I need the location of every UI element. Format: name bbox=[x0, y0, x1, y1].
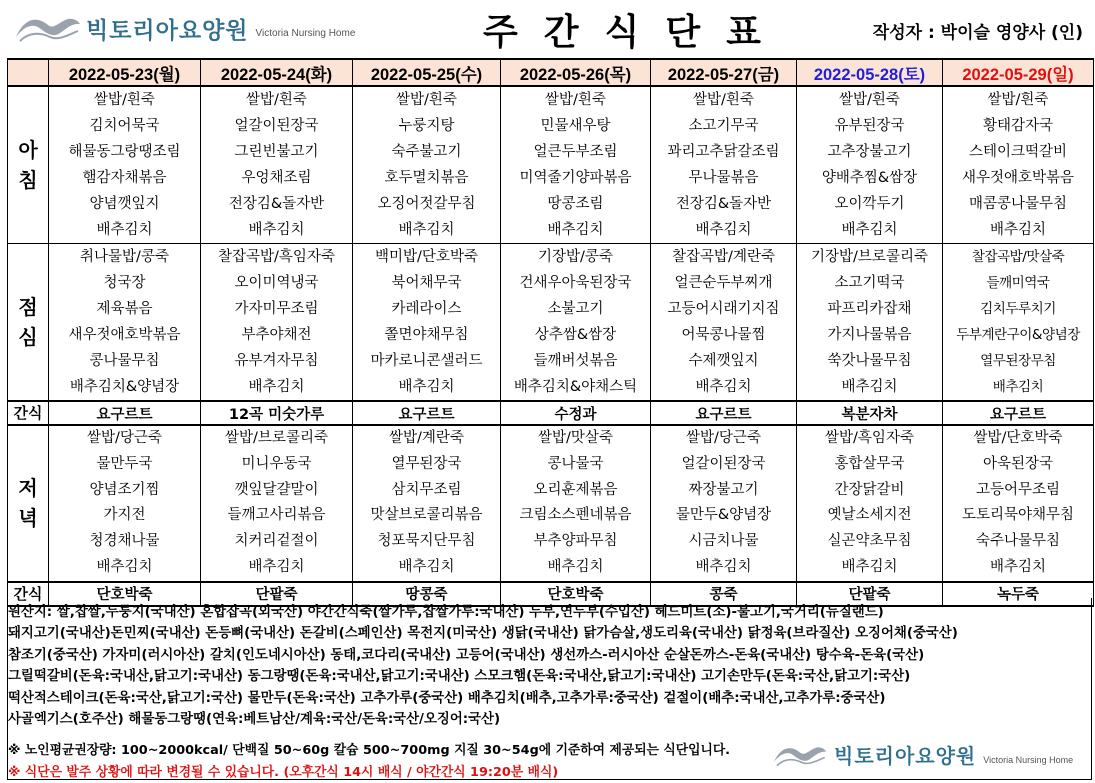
menu-item: 찰잡곡밥/계란죽 bbox=[672, 249, 775, 265]
menu-item: 콩나물국 bbox=[547, 455, 604, 472]
menu-item: 배추김치 bbox=[398, 379, 455, 395]
snack-cell: 수정과 bbox=[501, 401, 651, 425]
day-header: 2022-05-26(목) bbox=[501, 59, 651, 86]
day-header: 2022-05-25(수) bbox=[353, 59, 501, 86]
menu-item: 양배추찜&쌈장 bbox=[821, 170, 918, 186]
label-char: 점 bbox=[18, 295, 38, 319]
menu-item: 치커리겉절이 bbox=[234, 533, 319, 550]
menu-item: 배추김치 bbox=[398, 222, 455, 238]
menu-item: 쌀밥/흰죽 bbox=[839, 92, 900, 108]
label-char: 아 bbox=[18, 138, 38, 162]
lunch-label bbox=[8, 244, 49, 402]
menu-item: 찰잡곡밥/맛살죽 bbox=[971, 249, 1065, 265]
menu-item: 미역줄기양파볶음 bbox=[519, 170, 632, 186]
night-snack-cell: 단호박죽 bbox=[49, 582, 201, 606]
breakfast-cell bbox=[353, 86, 501, 244]
label-char: 심 bbox=[18, 325, 38, 349]
night-snack-cell: 단팥죽 bbox=[201, 582, 353, 606]
menu-item: 쌀밥/흰죽 bbox=[545, 92, 606, 108]
lunch-row bbox=[8, 244, 1094, 402]
snack-label: 간식 bbox=[8, 401, 49, 425]
menu-item: 배추김치 bbox=[547, 558, 604, 575]
menu-item: 오리훈제볶음 bbox=[533, 481, 618, 498]
breakfast-label bbox=[8, 86, 49, 244]
menu-item: 배추김치 bbox=[547, 222, 604, 238]
page-title: 주간식단표 bbox=[483, 12, 787, 53]
menu-item: 유부겨자무침 bbox=[234, 353, 319, 369]
night-snack-cell: 녹두죽 bbox=[943, 582, 1094, 606]
menu-item: 배추김치 bbox=[695, 222, 752, 238]
dinner-row bbox=[8, 425, 1094, 582]
menu-item: 열무된장국 bbox=[391, 455, 462, 472]
menu-item: 배추김치 bbox=[398, 558, 455, 575]
dinner-cell bbox=[201, 425, 353, 582]
menu-item: 배추김치 bbox=[248, 558, 305, 575]
menu-item: 민물새우탕 bbox=[540, 118, 611, 134]
menu-item: 미니우동국 bbox=[241, 455, 312, 472]
menu-item: 유부된장국 bbox=[834, 118, 905, 134]
menu-item: 쌀밥/흰죽 bbox=[693, 92, 754, 108]
lunch-cell bbox=[651, 244, 797, 402]
menu-item: 쌀밥/흰죽 bbox=[246, 92, 307, 108]
menu-item: 매콤콩나물무침 bbox=[968, 196, 1068, 212]
menu-item: 홍합살무국 bbox=[834, 455, 905, 472]
menu-item: 양념조기찜 bbox=[89, 481, 160, 498]
menu-item: 배추김치 bbox=[989, 558, 1047, 575]
menu-item: 청경채나물 bbox=[89, 533, 160, 550]
menu-item: 두부계란구이&양념장 bbox=[956, 327, 1080, 343]
menu-item: 가자미무조림 bbox=[234, 301, 319, 317]
menu-item: 배추김치 bbox=[695, 558, 752, 575]
menu-item: 배추김치 bbox=[992, 379, 1044, 395]
lunch-cell bbox=[797, 244, 943, 402]
menu-item: 새우젓애호박볶음 bbox=[961, 170, 1075, 186]
menu-item: 호두멸치볶음 bbox=[384, 170, 469, 186]
night-snack-cell: 콩죽 bbox=[651, 582, 797, 606]
menu-item: 얼큰두부조림 bbox=[533, 144, 618, 160]
menu-item: 쑥갓나물무침 bbox=[827, 353, 912, 369]
menu-item: 마카로니콘샐러드 bbox=[370, 353, 483, 369]
menu-item: 김치어묵국 bbox=[89, 118, 160, 134]
dinner-label bbox=[8, 425, 49, 582]
dinner-cell bbox=[353, 425, 501, 582]
menu-item: 쌀밥/당근죽 bbox=[686, 430, 761, 446]
menu-item: 쌀밥/브로콜리죽 bbox=[225, 430, 328, 446]
snack-cell: 복분자차 bbox=[797, 401, 943, 425]
menu-item: 열무된장무침 bbox=[980, 353, 1056, 369]
origin-note-line: 사골엑기스(호주산) 해물동그랑땡(연육:베트남산/계육:국산/돈육:국산/오징어:국산) bbox=[8, 712, 501, 728]
menu-item: 가지나물볶음 bbox=[827, 327, 912, 343]
menu-item: 쌀밥/당근죽 bbox=[87, 430, 162, 446]
snack-cell: 요구르트 bbox=[943, 401, 1094, 425]
menu-item: 오이미역냉국 bbox=[234, 275, 319, 291]
menu-item: 청국장 bbox=[103, 275, 146, 291]
dinner-cell bbox=[49, 425, 201, 582]
menu-item: 짜장불고기 bbox=[688, 481, 759, 498]
snack-cell: 12곡 미숫가루 bbox=[201, 401, 353, 425]
menu-item: 소고기무국 bbox=[688, 118, 759, 134]
menu-item: 쌀밥/맛살죽 bbox=[538, 430, 613, 446]
menu-item: 배추김치 bbox=[841, 222, 898, 238]
menu-item: 건새우아욱된장국 bbox=[519, 275, 632, 291]
lunch-cell bbox=[353, 244, 501, 402]
lunch-cell bbox=[501, 244, 651, 402]
menu-item: 배추김치 bbox=[96, 558, 153, 575]
snack-cell: 요구르트 bbox=[651, 401, 797, 425]
breakfast-cell bbox=[651, 86, 797, 244]
menu-item: 취나물밥/콩죽 bbox=[80, 249, 169, 265]
menu-item: 찰잡곡밥/흑임자죽 bbox=[218, 249, 335, 265]
menu-item: 쌀밥/흰죽 bbox=[94, 92, 155, 108]
menu-item: 상추쌈&쌈장 bbox=[534, 327, 617, 343]
menu-item: 북어채무국 bbox=[391, 275, 462, 291]
menu-item: 고등어시래기지짐 bbox=[667, 301, 780, 317]
lunch-cell bbox=[201, 244, 353, 402]
menu-item: 배추김치 bbox=[248, 379, 305, 395]
dinner-cell bbox=[651, 425, 797, 582]
logo-wave-icon bbox=[770, 741, 830, 769]
breakfast-cell bbox=[501, 86, 651, 244]
snack-row bbox=[8, 401, 1094, 425]
menu-item: 백미밥/단호박죽 bbox=[375, 249, 478, 265]
menu-item: 기장밥/브로콜리죽 bbox=[811, 249, 928, 265]
menu-item: 얼갈이된장국 bbox=[234, 118, 319, 134]
menu-item: 숙주나물무침 bbox=[975, 533, 1061, 550]
menu-item: 시금치나물 bbox=[688, 533, 759, 550]
menu-item: 누룽지탕 bbox=[398, 118, 455, 134]
menu-item: 양념깻잎지 bbox=[89, 196, 160, 212]
day-header: 2022-05-23(월) bbox=[49, 59, 201, 86]
night-snack-cell: 땅콩죽 bbox=[353, 582, 501, 606]
menu-item: 쌀밥/흰죽 bbox=[987, 92, 1049, 108]
menu-item: 우엉채조림 bbox=[241, 170, 312, 186]
breakfast-cell bbox=[49, 86, 201, 244]
logo bbox=[14, 8, 355, 48]
night-snack-label: 간식 bbox=[8, 582, 49, 606]
snack-cell: 요구르트 bbox=[49, 401, 201, 425]
menu-item: 깻잎달걀말이 bbox=[234, 481, 319, 498]
origin-notes bbox=[8, 602, 1093, 730]
menu-item: 전장김&돌자반 bbox=[675, 196, 772, 212]
menu-item: 배추김치&야채스틱 bbox=[513, 379, 638, 395]
menu-item: 제육볶음 bbox=[96, 301, 153, 317]
menu-item: 전장김&돌자반 bbox=[228, 196, 325, 212]
origin-note-line: 그릴떡갈비(돈육:국내산,닭고기:국내산) 동그랑땡(돈육:국내산,닭고기:국내산) 스모크햄(돈육:국내산,닭고기:국내산) 고기손만두(돈육:국산,닭고기:국산) bbox=[8, 669, 911, 685]
menu-item: 기장밥/콩죽 bbox=[538, 249, 613, 265]
menu-item: 가지전 bbox=[103, 507, 146, 524]
menu-item: 스테이크떡갈비 bbox=[968, 144, 1068, 160]
menu-item: 배추김치 bbox=[989, 222, 1047, 238]
header bbox=[0, 0, 1095, 57]
menu-item: 얼큰순두부찌개 bbox=[674, 275, 773, 291]
menu-item: 고추장불고기 bbox=[827, 144, 912, 160]
menu-item: 땅콩조림 bbox=[547, 196, 604, 212]
menu-item: 옛날소세지전 bbox=[827, 507, 912, 524]
day-header-sunday: 2022-05-29(일) bbox=[943, 59, 1094, 86]
breakfast-row bbox=[8, 86, 1094, 244]
footer-logo bbox=[770, 740, 1073, 769]
menu-item: 김치두루치기 bbox=[980, 301, 1056, 317]
origin-note-line: 참조기(중국산) 가자미(러시아산) 갈치(인도네시아산) 동태,코다리(국내산) 고등어(국내산) 생선까스-러시아산 순살돈까스-돈육(국내산) 탕수육-돈육(국산) bbox=[8, 647, 925, 663]
menu-item: 무나물볶음 bbox=[688, 170, 759, 186]
menu-item: 들깨버섯볶음 bbox=[533, 353, 618, 369]
menu-item: 들깨미역국 bbox=[986, 275, 1050, 291]
menu-item: 쌀밥/흰죽 bbox=[396, 92, 457, 108]
menu-item: 도토리묵야채무침 bbox=[961, 507, 1075, 524]
menu-item: 해물동그랑땡조림 bbox=[68, 144, 181, 160]
menu-item: 간장닭갈비 bbox=[834, 481, 905, 498]
menu-item: 수제깻잎지 bbox=[688, 353, 759, 369]
breakfast-cell bbox=[797, 86, 943, 244]
nutrition-note: ※ 노인평균권장량: 100~2000kcal/ 단백질 50~60g 칼슘 500~700mg 지질 30~54g에 기준하여 제공되는 식단입니다. bbox=[8, 743, 731, 758]
origin-note-line: 떡산적스테이크(돈육:국산,닭고기:국산) 물만두(돈육:국산) 고추가루(중국산) 배추김치(배추,고추가루:중국산) 겉절이(배추:국내산,고추가루:중국산) bbox=[8, 690, 886, 706]
menu-item: 쌀밥/계란죽 bbox=[389, 430, 464, 446]
breakfast-cell bbox=[943, 86, 1094, 244]
label-char: 침 bbox=[18, 168, 38, 192]
menu-item: 카레라이스 bbox=[391, 301, 462, 317]
menu-item: 배추김치 bbox=[96, 222, 153, 238]
menu-item: 쫄면야채무침 bbox=[384, 327, 469, 343]
menu-item: 아욱된장국 bbox=[982, 455, 1054, 472]
menu-item: 햄감자채볶음 bbox=[82, 170, 167, 186]
menu-item: 황태감자국 bbox=[982, 118, 1054, 134]
menu-item: 배추김치&양념장 bbox=[69, 379, 180, 395]
menu-item: 물만두&양념장 bbox=[675, 507, 772, 524]
menu-item: 어묵콩나물찜 bbox=[681, 327, 766, 343]
date-header-row bbox=[8, 59, 1094, 86]
dinner-cell bbox=[943, 425, 1094, 582]
logo-text: 빅토리아요양원 bbox=[86, 17, 249, 44]
menu-item: 고등어무조림 bbox=[975, 481, 1061, 498]
menu-item: 들깨고사리볶음 bbox=[227, 507, 326, 524]
menu-item: 크림소스펜네볶음 bbox=[519, 507, 632, 524]
dinner-cell bbox=[501, 425, 651, 582]
menu-item: 파프리카잡채 bbox=[827, 301, 912, 317]
menu-item: 쌀밥/흑임자죽 bbox=[825, 430, 914, 446]
menu-item: 오징어젓갈무침 bbox=[377, 196, 476, 212]
logo-subtitle: Victoria Nursing Home bbox=[255, 27, 356, 39]
menu-item: 배추김치 bbox=[248, 222, 305, 238]
menu-item: 부추양파무침 bbox=[533, 533, 618, 550]
menu-item: 삼치무조림 bbox=[391, 481, 462, 498]
logo-wave-icon bbox=[14, 11, 82, 45]
menu-item: 콩나물무침 bbox=[89, 353, 160, 369]
origin-note-line: 돼지고기(국내산)돈민찌(국내산) 돈등뼈(국내산) 돈갈비(스페인산) 목전지(미국산) 생닭(국내산) 닭가슴살,생도리육(국내산) 닭정육(브라질산) 오징어채(중국산) bbox=[8, 626, 958, 642]
day-header: 2022-05-24(화) bbox=[201, 59, 353, 86]
lunch-cell bbox=[943, 244, 1094, 402]
menu-item: 실곤약초무침 bbox=[827, 533, 912, 550]
menu-item: 숙주불고기 bbox=[391, 144, 462, 160]
dinner-cell bbox=[797, 425, 943, 582]
night-snack-cell: 단호박죽 bbox=[501, 582, 651, 606]
logo-text: 빅토리아요양원 bbox=[834, 744, 977, 768]
menu-item: 청포묵지단무침 bbox=[377, 533, 476, 550]
label-char: 녁 bbox=[18, 506, 38, 531]
label-char: 저 bbox=[18, 476, 38, 501]
menu-item: 쌀밥/단호박죽 bbox=[973, 430, 1063, 446]
menu-item: 부추야채전 bbox=[241, 327, 312, 343]
menu-item: 맛살브로콜리볶음 bbox=[370, 507, 483, 524]
author-line: 작성자 : 박이슬 영양사 (인) bbox=[872, 23, 1083, 43]
menu-item: 꽈리고추닭갈조림 bbox=[667, 144, 780, 160]
lunch-cell bbox=[49, 244, 201, 402]
change-notice: ※ 식단은 발주 상황에 따라 변경될 수 있습니다. (오후간식 14시 배식 / 야간간식 19:20분 배식) bbox=[8, 765, 559, 780]
menu-item: 물만두국 bbox=[96, 455, 153, 472]
menu-table bbox=[7, 58, 1094, 607]
menu-item: 소불고기 bbox=[547, 301, 604, 317]
breakfast-cell bbox=[201, 86, 353, 244]
logo-subtitle: Victoria Nursing Home bbox=[983, 754, 1074, 765]
menu-item: 소고기떡국 bbox=[834, 275, 905, 291]
menu-item: 그린빈불고기 bbox=[234, 144, 319, 160]
night-snack-cell: 단팥죽 bbox=[797, 582, 943, 606]
corner-cell bbox=[8, 59, 49, 86]
menu-item: 배추김치 bbox=[695, 379, 752, 395]
origin-note-line: 원산지: 쌀,찹쌀,누룽지(국내산) 혼합잡곡(외국산) 야간간식죽(쌀가루,찹쌀가루:국내산) 두부,연두부(수입산) 헤드미트(소)-불고기,국거리(뉴질랜드) bbox=[8, 605, 884, 620]
menu-item: 새우젓애호박볶음 bbox=[68, 327, 181, 343]
menu-item: 얼갈이된장국 bbox=[681, 455, 766, 472]
snack-cell: 요구르트 bbox=[353, 401, 501, 425]
menu-item: 배추김치 bbox=[841, 379, 898, 395]
day-header-saturday: 2022-05-28(토) bbox=[797, 59, 943, 86]
menu-item: 오이깍두기 bbox=[834, 196, 905, 212]
day-header: 2022-05-27(금) bbox=[651, 59, 797, 86]
menu-item: 배추김치 bbox=[841, 558, 898, 575]
